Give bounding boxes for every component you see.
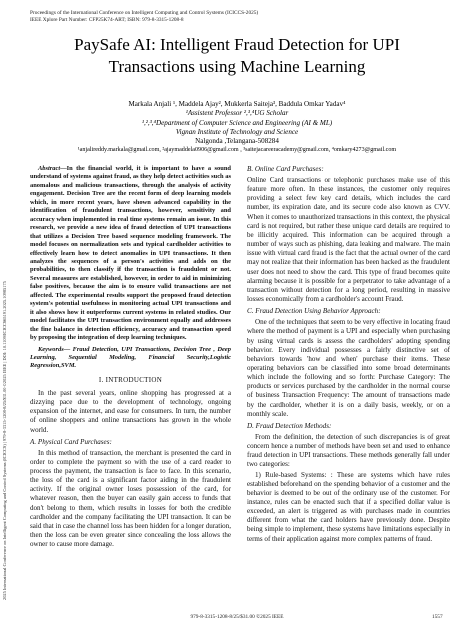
paper-title-line2: Transactions using Machine Learning xyxy=(108,57,366,76)
keywords-label: Keywords— xyxy=(38,345,71,353)
paper-title-line1: PaySafe AI: Intelligent Fraud Detection for UPI xyxy=(74,35,400,54)
author-department: ¹,²,³,⁴Department of Computer Science and Engineering (AI & ML) xyxy=(141,118,333,127)
subsection-heading-physical-card: A. Physical Card Purchases: xyxy=(30,437,112,446)
keywords-text: Fraud Detection, UPI Transactions, Decision Tree , Deep Learning, Sequential Modeling, Financial Security,Logistic Regression,SVM. xyxy=(30,345,231,370)
subsection-heading-detection-methods: D. Fraud Detection Methods: xyxy=(247,421,332,430)
behavior-approach-paragraph: One of the techniques that seem to be very effective in locating fraud where the method of payment is a UPI and especially when purchasing by using virtual cards is assess the cardholders' adopting spending behavior. Every individual possesses a fairly distinctive set of behaviors towards 'how and when' purchase their items. These operating behaviors can be classified into some broad determinants which include the following and so forth: Purchase Category: The products or services purchased by the cardholder in the normal course of business Transaction Frequency: The amount of transactions made by the cardholder, whether it is on a daily basis, weekly, or on a monthly scale. xyxy=(247,318,450,418)
author-emails: ¹anjalireddy.markala@gmail.com, ²ajaymaddela0906@gmail.com , ³saitejacareeracademy@gmail.com, ⁴omkary4273@gmail.com xyxy=(77,147,397,154)
author-location: Nalgonda ,Telangana-508284 xyxy=(195,137,279,146)
page-number: 1557 xyxy=(432,614,443,620)
author-names: Markala Anjali ¹, Maddela Ajay², Mukkerla Saiteja³, Baddula Omkar Yadav⁴ xyxy=(128,100,346,108)
detection-methods-paragraph: From the definition, the detection of such discrepancies is of great concern hence a number of methods have been set and used to enhance fraud detection in UPI transactions. These methods generally fall under two categories: xyxy=(247,432,450,469)
right-column xyxy=(247,165,450,545)
left-column xyxy=(30,165,231,550)
physical-card-paragraph: In this method of transaction, the merchant is presented the card in order to complete the payment so with the use of a card reader to process the payment, the transaction is face to face. In this scenario, the loss of the card is a significant factor aiding in the fraudulent activity. If the original owner loses possession of the card, for whatever reason, then the buyer can easily gain access to funds that don't belong to them, which results in losses for both the credible cardholder and the company facilitating the UPI transaction. It can be said that in case the channel loss has been hidden for a longer duration, then the loss can be even greater since concealing the loss allows the owner to cause more damage. xyxy=(30,448,231,549)
author-institution: Vignan Institute of Technology and Science xyxy=(175,127,299,136)
abstract-label: Abstract xyxy=(38,165,61,172)
doi-side-text: 2025 International Conference on Intelligent Computing and Control Systems (ICICCS) | 979-8-3315-1208-8/25/$31.00 ©2025 IEEE | DOI: 10.1109/ICICCS65191.2025.10985175 xyxy=(2,281,7,600)
keywords xyxy=(30,346,231,371)
abstract xyxy=(30,165,231,343)
intro-paragraph: In the past several years, online shopping has progressed at a dizzying pace due to the development of technology, ongoing expansion of the internet, and ease for consumers. In turn, the number of online shoppers and online transactions has grown in the whole world. xyxy=(30,388,231,434)
subsection-heading-behavior-approach: C. Fraud Detection Using Behavior Approach: xyxy=(247,307,381,316)
paper-title xyxy=(20,34,454,78)
author-roles: ¹Assistent Professor ²,³,⁴UG Scholar xyxy=(185,109,289,118)
doi-side-strip xyxy=(2,40,14,600)
conference-header-line1: Proceedings of the International Conference on Intelligent Computing and Control Systems (ICICCS-2025) xyxy=(30,10,259,16)
rule-based-paragraph: 1) Rule-based Systems: : These are systems which have rules established beforehand on the spending behavior of a customer and the behavior is deemed to be out of the ordinary use of the customer. For instance, rules can be enacted such that if a specified dollar value is exceeded, an alert is triggered as with purchases made in countries different from what the card holders have previously done. Despite being simple to implement, these systems have limitations especially in terms of their application against more complex patterns of fraud. xyxy=(247,470,450,543)
author-block xyxy=(20,100,454,156)
conference-header xyxy=(30,10,258,24)
online-card-paragraph: Online Card transactions or telephonic purchases make use of this feature more often. In these instances, the customer only requires providing a select few key card details, which includes the card number, its expiration date, and its secure code also known as CVV. When it comes to unauthorized transactions in this context, the physical card is not required, but rather these unique card details are required to be illicitly acquired. This information can be acquired through a number of ways such as phishing, data leaking and malware. The main issue with virtual card fraud is the fact that the actual owner of the card may not realize that their information has been hacked as the fraudulent user does not need to show the card. This type of fraud becomes quite alarming because it is possible for a perpetrator to take advantage of a transaction without detection for a long period, resulting in massive losses economically from a cardholder's account Fraud. xyxy=(247,176,450,304)
footer-copyright: 979-8-3315-1208-8/25/$31.00 ©2025 IEEE xyxy=(190,614,284,620)
conference-header-line2: IEEE Xplore Part Number: CFP25K74-ART; ISBN: 979-8-3315-1208-8 xyxy=(30,17,184,23)
subsection-heading-online-card: B. Online Card Purchases: xyxy=(247,165,324,173)
section-heading-introduction: I. INTRODUCTION xyxy=(98,375,163,384)
abstract-text: —In the financial world, it is important to have a sound understand of systems against fraud, as they help detect activities such as anomalous and malicious transactions, through the analysis of activity engagement. Decision Tree are the recent form of deep learning models which, in more recent years, have shown advanced capability in the identification of fraudulent transactions, however, sensitivity and accuracy when implemented in real time systems remain an issue. In this research, we provide a new idea of fraud detection of UPI transactions that utilizes a Decision Tree based sequence modeling framework. The model focuses on normalization sets and typical cardholder activities to effectively learn how to detect anomalies in UPI transactions. It then analyzes the sequences of a person's activities and adds on the probabilities, to then classify if the transaction is fraudulent or not. Several measures are established, however, in order to aid in minimizing false positives, because the aim is to ensure valid transactions are not affected. The experimental results support the proposed fraud detection system's potential usefulness in monitoring actual UPI transactions and it also shows how it outperforms current systems in related studies. Our model facilitates the UPI transaction environment equally and addresses the fine balance in detection efficiency, accuracy and transaction speed by proposing the integration of deep learning techniques. xyxy=(30,165,231,342)
